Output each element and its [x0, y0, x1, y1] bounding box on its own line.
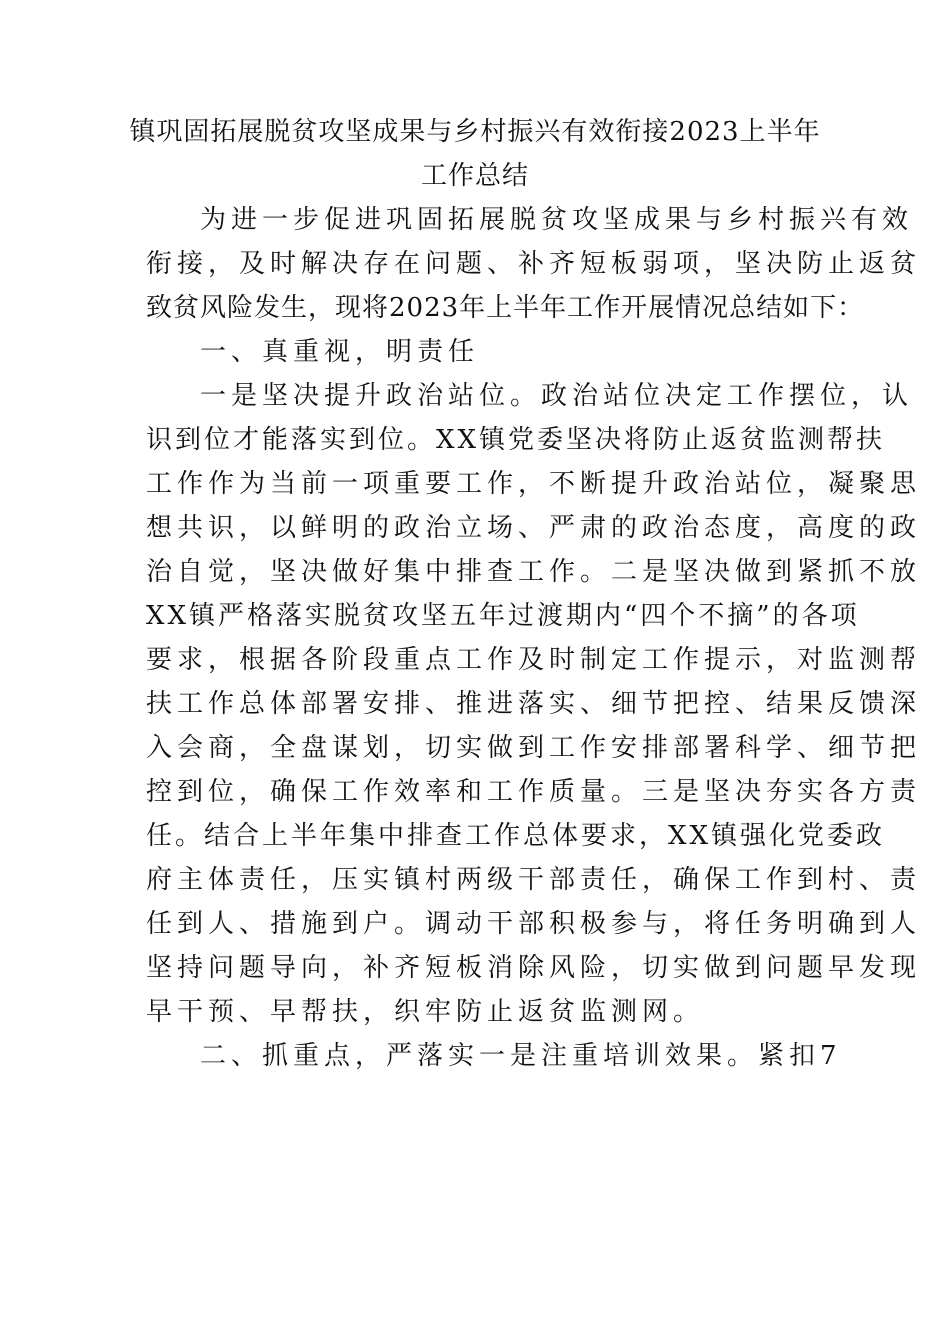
paragraph-section1-line-3: 工作作为当前一项重要工作，不断提升政治站位，凝聚思	[146, 469, 922, 499]
paragraph-section1-line-7: 要求，根据各阶段重点工作及时制定工作提示，对监测帮	[146, 645, 922, 675]
paragraph-section1-line-9: 入会商，全盘谋划，切实做到工作安排部署科学、细节把	[146, 733, 922, 763]
paragraph-section1-line-12: 府主体责任，压实镇村两级干部责任，确保工作到村、责	[146, 865, 922, 895]
section-heading-2: 二、抓重点，严落实一是注重培训效果。紧扣7	[200, 1041, 842, 1071]
paragraph-intro-line-3: 致贫风险发生，现将2023年上半年工作开展情况总结如下：	[146, 293, 865, 323]
paragraph-intro-line-1: 为进一步促进巩固拓展脱贫攻坚成果与乡村振兴有效	[200, 205, 914, 235]
paragraph-section1-line-11: 任。结合上半年集中排查工作总体要求，XX镇强化党委政	[146, 821, 886, 851]
document-title-line-1: 镇巩固拓展脱贫攻坚成果与乡村振兴有效衔接2023上半年	[129, 117, 821, 147]
section-heading-1: 一、真重视，明责任	[200, 337, 480, 367]
paragraph-section1-line-15: 早干预、早帮扶，织牢防止返贫监测网。	[146, 997, 705, 1027]
paragraph-section1-line-4: 想共识，以鲜明的政治立场、严肃的政治态度，高度的政	[146, 513, 922, 543]
paragraph-section1-line-13: 任到人、措施到户。调动干部积极参与，将任务明确到人	[146, 909, 922, 939]
paragraph-section1-line-2: 识到位才能落实到位。XX镇党委坚决将防止返贫监测帮扶	[146, 425, 886, 455]
paragraph-section1-line-8: 扶工作总体部署安排、推进落实、细节把控、结果反馈深	[146, 689, 922, 719]
paragraph-intro-line-2: 衔接，及时解决存在问题、补齐短板弱项，坚决防止返贫	[146, 249, 922, 279]
document-title-line-2: 工作总结	[420, 161, 529, 191]
paragraph-section1-line-5: 治自觉，坚决做好集中排查工作。二是坚决做到紧抓不放	[146, 557, 922, 587]
paragraph-section1-line-14: 坚持问题导向，补齐短板消除风险，切实做到问题早发现	[146, 953, 922, 983]
paragraph-section1-line-1: 一是坚决提升政治站位。政治站位决定工作摆位，认	[200, 381, 914, 411]
paragraph-section1-line-6: XX镇严格落实脱贫攻坚五年过渡期内“四个不摘”的各项	[146, 601, 860, 631]
paragraph-section1-line-10: 控到位，确保工作效率和工作质量。三是坚决夯实各方责	[146, 777, 922, 807]
